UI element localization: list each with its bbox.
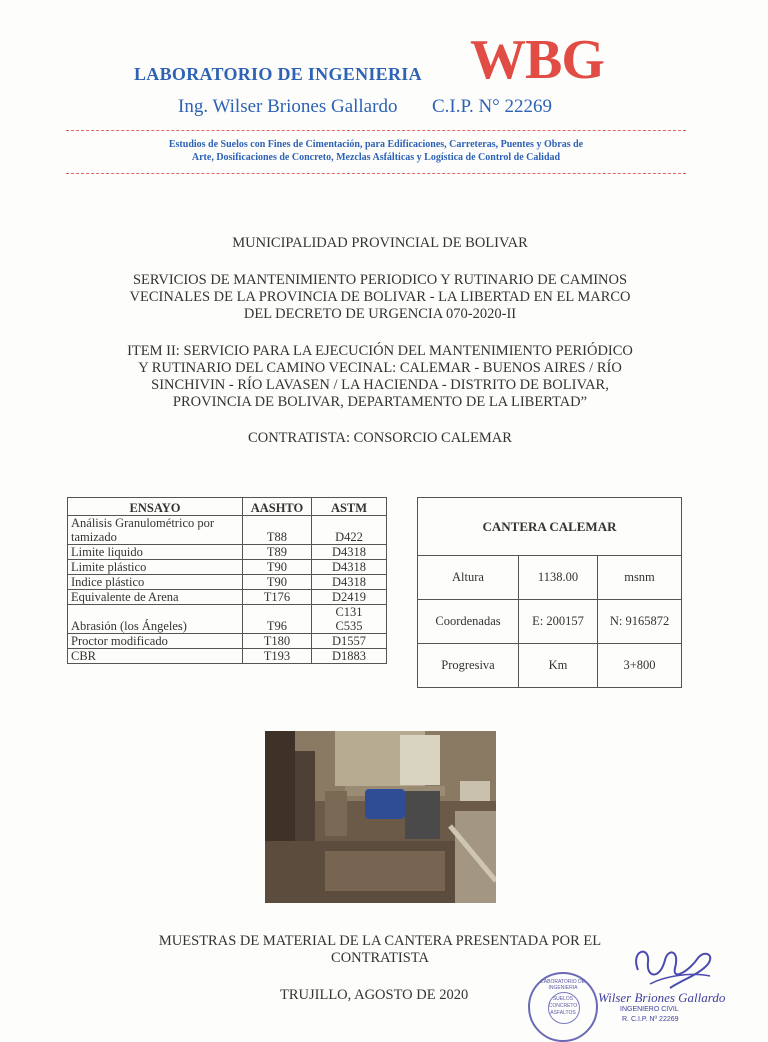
table-row xyxy=(68,516,387,545)
services-description xyxy=(66,138,686,164)
photo-caption xyxy=(60,933,700,967)
table-row xyxy=(68,634,387,649)
cantera-label: Altura xyxy=(418,556,519,600)
ensayo-cell xyxy=(68,516,243,545)
table-header-row xyxy=(68,498,387,516)
ensayo-cell: Limite liquido xyxy=(68,545,243,560)
header-ensayo: ENSAYO xyxy=(68,498,243,516)
table-row xyxy=(418,644,682,688)
item-title xyxy=(60,343,700,411)
item-line: Y RUTINARIO DEL CAMINO VECINAL: CALEMAR - BUENOS AIRES / RÍO xyxy=(138,360,622,376)
seal-line: CONCRETO xyxy=(548,1003,578,1009)
lab-photo xyxy=(265,731,496,903)
service-line: VECINALES DE LA PROVINCIA DE BOLIVAR - LA LIBERTAD EN EL MARCO xyxy=(129,289,631,305)
lab-photo-drawing xyxy=(265,731,496,903)
signature-name: Wilser Briones Gallardo xyxy=(598,990,726,1005)
ensayo-cell: Proctor modificado xyxy=(68,634,243,649)
signature-cip: R. C.I.P. Nº 22269 xyxy=(622,1016,679,1023)
astm-cell xyxy=(312,605,387,634)
astm-cell: D1557 xyxy=(312,634,387,649)
astm-cell: D2419 xyxy=(312,590,387,605)
ensayo-cell: CBR xyxy=(68,649,243,664)
cantera-title: CANTERA CALEMAR xyxy=(418,498,682,556)
aashto-cell: T90 xyxy=(243,575,312,590)
ensayo-cell: Equivalente de Arena xyxy=(68,590,243,605)
seal-line: ASFALTOS xyxy=(550,1010,576,1016)
engineer-name: Ing. Wilser Briones Gallardo xyxy=(178,96,398,117)
table-row xyxy=(418,556,682,600)
aashto-cell: T89 xyxy=(243,545,312,560)
seal-top-text: LABORATORIO DE INGENIERIA xyxy=(541,979,585,991)
services-line-1: Estudios de Suelos con Fines de Cimentación, para Edificaciones, Carreteras, Puentes y Obras de xyxy=(168,139,584,150)
ensayo-line: Análisis Granulométrico por xyxy=(71,516,215,530)
item-line: SINCHIVIN - RÍO LAVASEN / LA HACIENDA - DISTRITO DE BOLIVAR, xyxy=(151,377,609,393)
service-title xyxy=(60,272,700,323)
aashto-cell: T90 xyxy=(243,560,312,575)
aashto-cell: T193 xyxy=(243,649,312,664)
cip-number: C.I.P. N° 22269 xyxy=(432,96,553,117)
ensayo-cell: Abrasión (los Ángeles) xyxy=(68,605,243,634)
cantera-value-1: E: 200157 xyxy=(519,600,598,644)
cantera-value-2: N: 9165872 xyxy=(598,600,682,644)
astm-cell: D422 xyxy=(312,516,387,545)
table-row xyxy=(68,545,387,560)
cantera-value-1: 1138.00 xyxy=(519,556,598,600)
caption-line: CONTRATISTA xyxy=(331,950,429,966)
place-date: TRUJILLO, AGOSTO DE 2020 xyxy=(280,987,469,1003)
header-divider-top xyxy=(66,130,686,131)
header-divider-bottom xyxy=(66,173,686,174)
table-row xyxy=(68,575,387,590)
astm-line: C535 xyxy=(335,619,363,633)
cantera-table xyxy=(417,497,682,688)
lab-name: LABORATORIO DE INGENIERIA xyxy=(134,64,422,84)
cantera-value-2: 3+800 xyxy=(598,644,682,688)
seal-line: SUELOS xyxy=(552,996,574,1002)
aashto-cell: T176 xyxy=(243,590,312,605)
cantera-title-row xyxy=(418,498,682,556)
service-line: SERVICIOS DE MANTENIMIENTO PERIODICO Y RUTINARIO DE CAMINOS xyxy=(132,272,628,288)
signature-scribble xyxy=(620,940,720,995)
astm-cell: D4318 xyxy=(312,575,387,590)
aashto-cell: T180 xyxy=(243,634,312,649)
caption-line: MUESTRAS DE MATERIAL DE LA CANTERA PRESENTADA POR EL xyxy=(158,933,602,949)
astm-cell: D4318 xyxy=(312,560,387,575)
signature-title: INGENIERO CIVIL xyxy=(620,1006,679,1013)
cantera-value-2: msnm xyxy=(598,556,682,600)
ensayo-cell: Limite plástico xyxy=(68,560,243,575)
table-row xyxy=(418,600,682,644)
wbg-logo: WBG xyxy=(470,29,604,91)
header-aashto: AASHTO xyxy=(243,498,312,516)
tests-table xyxy=(67,497,387,664)
cantera-label: Progresiva xyxy=(418,644,519,688)
ensayo-cell: Indice plástico xyxy=(68,575,243,590)
table-row xyxy=(68,605,387,634)
item-line: PROVINCIA DE BOLIVAR, DEPARTAMENTO DE LA LIBERTAD” xyxy=(172,394,588,410)
table-row xyxy=(68,560,387,575)
lab-seal xyxy=(528,972,598,1042)
contractor-title: CONTRATISTA: CONSORCIO CALEMAR xyxy=(248,430,512,446)
cantera-label: Coordenadas xyxy=(418,600,519,644)
ensayo-line: tamizado xyxy=(71,530,117,544)
item-line: ITEM II: SERVICIO PARA LA EJECUCIÓN DEL MANTENIMIENTO PERIÓDICO xyxy=(127,343,633,359)
astm-cell: D1883 xyxy=(312,649,387,664)
aashto-cell: T96 xyxy=(243,605,312,634)
astm-line: C131 xyxy=(335,605,363,619)
table-row xyxy=(68,590,387,605)
services-line-2: Arte, Dosificaciones de Concreto, Mezclas Asfálticas y Logística de Control de Calidad xyxy=(191,152,561,163)
cantera-value-1: Km xyxy=(519,644,598,688)
service-line: DEL DECRETO DE URGENCIA 070-2020-II xyxy=(243,306,517,322)
astm-cell: D4318 xyxy=(312,545,387,560)
header-astm: ASTM xyxy=(312,498,387,516)
table-row xyxy=(68,649,387,664)
client-title: MUNICIPALIDAD PROVINCIAL DE BOLIVAR xyxy=(232,235,528,251)
aashto-cell: T88 xyxy=(243,516,312,545)
